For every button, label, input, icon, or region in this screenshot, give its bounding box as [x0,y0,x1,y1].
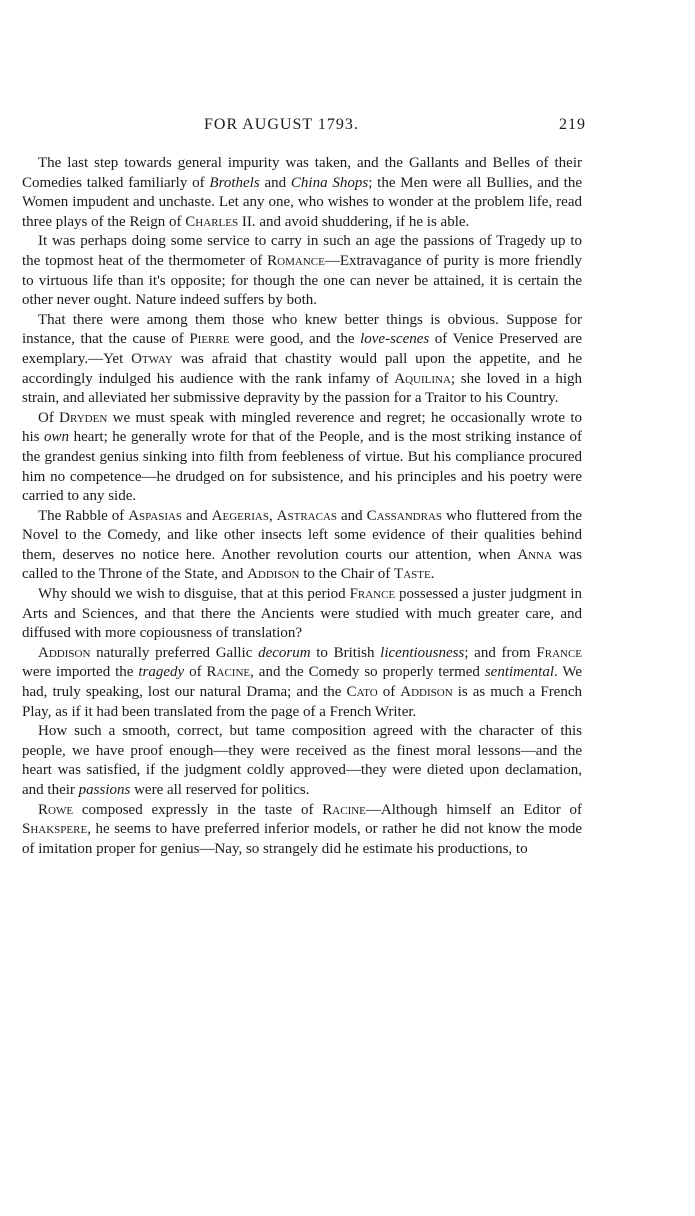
text-run: , [268,507,277,524]
text-run: Why should we wish to disguise, that at this period [38,586,350,603]
page-number: 219 [559,116,586,133]
italic-text: passions [78,782,131,798]
text-run: The Rabble of [38,507,129,524]
small-caps-text: Taste [394,566,431,583]
small-caps-text: Addison [247,566,300,583]
paragraph [22,644,582,722]
text-run: and [259,174,291,191]
paragraph [22,585,582,644]
text-run: who fluttered from the Novel to the Comedy, and like other insects left some evidence of their qualities behind them, deserves no notice here. Another revolution courts our attention, when [22,507,583,563]
small-caps-text: Addison [400,684,453,701]
small-caps-text: France [536,644,583,661]
text-run: naturally preferred Gallic [90,644,259,661]
text-run: ; the Men were all Bullies, and the Women impudent and unchaste. Let any one, who wishes to wonder at the problem life, read three plays of the Reign of [22,174,583,230]
paragraph [22,722,582,800]
text-run: of [377,684,401,701]
book-page [22,116,586,859]
small-caps-text: Rowe [38,801,74,818]
paragraph [22,311,582,409]
text-run: to British [310,644,381,661]
small-caps-text: Aspasias [128,507,183,524]
small-caps-text: Racine [322,801,366,818]
italic-text: love-scenes [360,331,430,348]
small-caps-text: Pierre [189,331,230,348]
text-run: composed expressly in the taste of [73,801,323,818]
paragraph [22,801,582,860]
text-run: of [184,664,207,681]
text-run: ; she loved in a high strain, and alleviated her submissive depravity by the passion for a Traitor to his Country. [22,370,583,407]
small-caps-text: Anna [517,546,552,563]
text-run: and [182,507,212,524]
text-run: . We had, truly speaking, lost our natural Drama; and the [22,664,583,701]
text-run: is as much a French Play, as if it had been translated from the page of a French Writer. [22,684,583,720]
text-run: of Venice Preserved are exemplary.—Yet [22,331,582,367]
text-run: II. and avoid shuddering, if he is able. [238,213,470,230]
text-run: —Extravagance of purity is more friendly to virtuous life than it's opposite; for though the one can never be attained, it is certain the other never ought. Nature indeed suffers by both. [22,252,582,309]
text-run: . [430,566,435,583]
small-caps-text: Aquilina [394,370,451,387]
text-run: How such a smooth, correct, but tame composition agreed with the character of this people, we have proof enough—they were received as the finest moral lessons—and the heart was satisfied, if the judgment coldly approved—they were dieted upon declamation, and their [22,723,582,798]
text-run: The last step towards general impurity was taken, and the Gallants and Belles of their Comedies talked familiarly of [22,155,582,191]
italic-text: licentiousness [380,644,465,661]
text-run: Of [38,409,60,426]
italic-text: China Shops [290,174,369,191]
small-caps-text: Charles [185,213,239,230]
small-caps-text: Otway [131,350,173,367]
small-caps-text: Shakspere [22,821,88,838]
text-run: heart; he generally wrote for that of the People, and is the most striking instance of the grandest genius sinking into filth from feebleness of virtue. But his compliance procured him no competence—he drudged on for subsistence, and his principles and his poetry were carried to any side. [22,429,582,505]
small-caps-text: Cassandras [366,507,443,524]
small-caps-text: Cato [346,684,378,701]
small-caps-text: Aegerias [211,507,269,524]
small-caps-text: Dryden [59,409,108,426]
text-run: It was perhaps doing some service to carry in such an age the passions of Tragedy up to the topmost heat of the thermometer of [22,233,582,269]
text-run: were good, and the [229,331,361,348]
small-caps-text: Romance [267,252,325,269]
text-run: , he seems to have preferred inferior models, or rather he did not know the mode of imitation proper for genius—Nay, so strangely did he estimate his productions, to [22,821,582,857]
text-run: to the Chair of [299,566,395,583]
italic-text: own [44,429,70,446]
small-caps-text: Astracas [276,507,338,524]
text-run: we must speak with mingled reverence and regret; he occasionally wrote to his [22,409,583,446]
text-run: and [337,507,367,524]
text-run: was afraid that chastity would pall upon the appetite, and he accordingly indulged his audience with the rank infamy of [22,350,582,387]
body-text [22,154,582,859]
text-run: —Although himself an Editor of [365,801,583,818]
text-run: That there were among them those who knew better things is obvious. Suppose for instance, that the cause of [22,311,582,348]
text-run: were imported the [22,664,139,681]
paragraph [22,232,582,310]
running-title: FOR AUGUST 1793. [204,116,359,133]
text-run: , and the Comedy so properly termed [250,664,485,681]
italic-text: decorum [258,644,311,661]
small-caps-text: Racine [206,664,251,681]
paragraph [22,507,582,585]
small-caps-text: Addison [38,644,91,661]
paragraph [22,154,582,232]
text-run: were all reserved for politics. [130,782,310,798]
text-run: ; and from [464,644,537,661]
text-run: was called to the Throne of the State, and [22,546,582,583]
running-head [22,116,586,140]
text-run: possessed a juster judgment in Arts and Sciences, and that there the Ancients were studied with much greater care, and diffused with more copiousness of translation? [22,586,582,642]
italic-text: tragedy [138,664,185,681]
small-caps-text: France [349,586,396,603]
paragraph [22,409,582,507]
italic-text: sentimental [484,664,554,681]
italic-text: Brothels [209,174,260,191]
